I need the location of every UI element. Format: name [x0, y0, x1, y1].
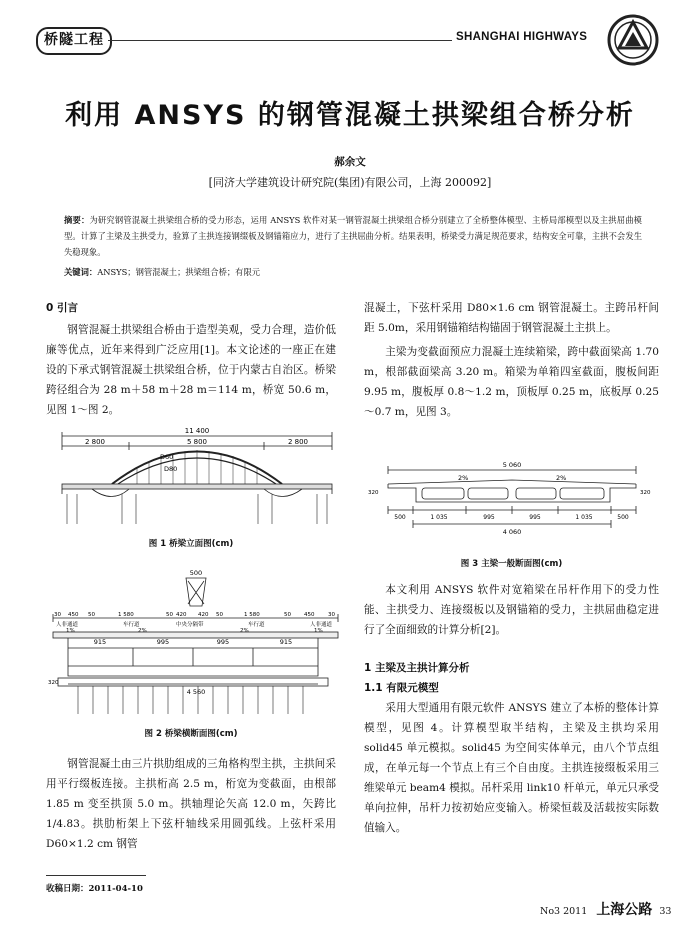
arch-label-d80: D80 [164, 465, 178, 473]
abstract-text: 为研究钢管混凝土拱梁组合桥的受力形态，运用 ANSYS 软件对某一钢管混凝土拱梁组合桥分别建立了全桥整体模型、主桥局部模型以及主拱屈曲模型。计算了主梁及主拱受力，验算了主拱连接钢缀板及钢锚箱应力，进行了主拱屈曲分析。结果表明，桥梁受力满足规范要求，结构安全可靠，主拱不会发生失稳现象。 [64, 215, 642, 257]
side-label: 320 [368, 490, 379, 496]
dim-mid: 1 035 [430, 514, 448, 521]
received-date: 收稿日期：2011-04-10 [46, 884, 143, 894]
lane-label: 车行道 [248, 622, 265, 628]
dim-upper: 450 [304, 612, 315, 618]
figure-1-elevation [52, 424, 342, 534]
section-1-1-heading: 1.1 有限元模型 [364, 682, 439, 694]
header-rule [108, 40, 452, 41]
keywords-text: ANSYS；钢管混凝土；拱梁组合桥；有限元 [97, 267, 261, 277]
dim-upper: 1 580 [244, 612, 260, 618]
abstract [64, 212, 642, 260]
figure-3-girder-section [366, 458, 658, 538]
figure-2-caption: 图 2 桥梁横断面图(cm) [144, 729, 238, 739]
issue-number: No3 2011 [540, 906, 588, 917]
dim-top: 500 [189, 569, 203, 577]
dim-bottom: 4 560 [186, 688, 206, 696]
paragraph: 主梁为变截面预应力混凝土连续箱梁，跨中截面梁高 1.70 m，根部截面梁高 3.20 m。箱梁为单箱四室截面，腹板间距 9.95 m，腹板厚 0.8～1.2 m，顶板厚 0.25 m，底板厚 0.25～0.7 m，见图 3。 [364, 346, 659, 418]
dim-lower: 995 [156, 638, 170, 646]
slope-label: 1% [66, 628, 75, 634]
journal-name-en: SHANGHAI HIGHWAYS [456, 31, 588, 43]
page-number: 33 [659, 906, 672, 917]
slope-label: 2% [556, 474, 567, 482]
journal-logo-icon [607, 14, 659, 66]
side-label: 320 [48, 680, 59, 686]
left-column-bottom [46, 754, 336, 854]
paragraph: 本文利用 ANSYS 软件对宽箱梁在吊杆作用下的受力性能、主拱受力、连接缀板以及钢锚箱的受力，主拱屈曲稳定进行了全面细致的计算分析[2]。 [364, 584, 659, 636]
side-label: 320 [640, 490, 651, 496]
lane-label: 中央分隔带 [176, 622, 204, 628]
lane-label: 人非通道 [310, 622, 333, 628]
dim-main-span: 5 800 [186, 438, 208, 446]
dim-lower: 915 [93, 638, 107, 646]
dim-mid: 1 035 [575, 514, 593, 521]
slope-label: 2% [458, 474, 469, 482]
dim-upper: 50 [216, 612, 223, 618]
figure-1-caption: 图 1 桥梁立面图(cm) [148, 539, 234, 549]
slope-label: 2% [138, 628, 147, 634]
section-0-heading: 0 引言 [46, 302, 78, 314]
dim-upper: 30 [328, 612, 335, 618]
paragraph: 钢管混凝土由三片拱肋组成的三角格构型主拱，主拱间采用平行缀板连接。主拱桁高 2.5 m，桁宽为变截面，由根部 1.85 m 变至拱顶 5.0 m。拱轴理论矢高 12.0 m，矢跨比 1/4.83。拱肋桁架上下弦杆轴线采用圆弧线。上弦杆采用 D60×1.2 cm 钢管 [46, 758, 336, 850]
page-footer [540, 899, 671, 919]
section-tag: 桥隧工程 [36, 27, 112, 55]
left-column-top [46, 298, 336, 420]
abstract-label: 摘要： [64, 215, 90, 225]
paragraph: 采用大型通用有限元软件 ANSYS 建立了本桥的整体计算模型，见图 4。计算模型取半结构，主梁及主拱均采用 solid45 单元模拟。solid45 为空间实体单元，由八个节点组成，在单元每一个节点上有三个自由度。主拱连接缀板采用三维梁单元 beam4 模拟。吊杆采用 link10 杆单元，单元只承受单向拉伸，吊杆力按初始应变输入。桥梁恒载及活载按实际数值输入。 [364, 702, 659, 834]
author: 郝余文 [334, 156, 366, 168]
paragraph: 混凝土，下弦杆采用 D80×1.6 cm 钢管混凝土。主跨吊杆间距 5.0m，采用钢锚箱结构锚固于钢管混凝土主拱上。 [364, 302, 659, 334]
dim-upper: 450 [68, 612, 79, 618]
dim-upper: 50 [166, 612, 173, 618]
affiliation: [同济大学建筑设计研究院(集团)有限公司，上海 200092] [208, 176, 492, 189]
slope-label: 2% [240, 628, 249, 634]
figure-2-cross-section [48, 566, 344, 718]
dim-upper: 420 [198, 612, 209, 618]
dim-upper: 1 580 [118, 612, 134, 618]
dim-mid: 500 [394, 514, 406, 521]
dim-lower: 995 [216, 638, 230, 646]
article-title: 利用 ANSYS 的钢管混凝土拱梁组合桥分析 [65, 100, 635, 131]
dim-top: 5 060 [502, 461, 522, 469]
paragraph: 钢管混凝土拱梁组合桥由于造型美观，受力合理，造价低廉等优点，近年来得到广泛应用[1]。本文论述的一座正在建设的下承式钢管混凝土拱梁组合桥，位于内蒙古自治区。桥梁跨径组合为 28 m＋58 m＋28 m＝114 m，桥宽 50.6 m，见图 1～图 2。 [46, 324, 336, 416]
lane-label: 车行道 [123, 622, 140, 628]
dim-mid: 995 [483, 514, 495, 521]
dim-side-span: 2 800 [287, 438, 309, 446]
dim-mid: 995 [529, 514, 541, 521]
journal-name-cn: 上海公路 [596, 902, 653, 918]
dim-total: 11 400 [184, 427, 210, 435]
right-column-bottom [364, 580, 659, 838]
figure-3-caption: 图 3 主梁一般断面图(cm) [460, 559, 563, 569]
keywords-label: 关键词： [64, 267, 98, 277]
right-column-top [364, 298, 659, 422]
dim-upper: 420 [176, 612, 187, 618]
arch-label-d60: D60 [160, 453, 174, 461]
dim-side-span: 2 800 [84, 438, 106, 446]
dim-upper: 50 [88, 612, 95, 618]
section-1-heading: 1 主梁及主拱计算分析 [364, 662, 470, 674]
dim-bottom: 4 060 [502, 528, 522, 536]
keywords [64, 264, 642, 280]
dim-mid: 500 [617, 514, 629, 521]
dim-lower: 915 [279, 638, 293, 646]
footnote-rule [46, 875, 146, 876]
lane-label: 人非通道 [56, 622, 79, 628]
dim-upper: 50 [284, 612, 291, 618]
dim-upper: 30 [54, 612, 61, 618]
slope-label: 1% [314, 628, 323, 634]
